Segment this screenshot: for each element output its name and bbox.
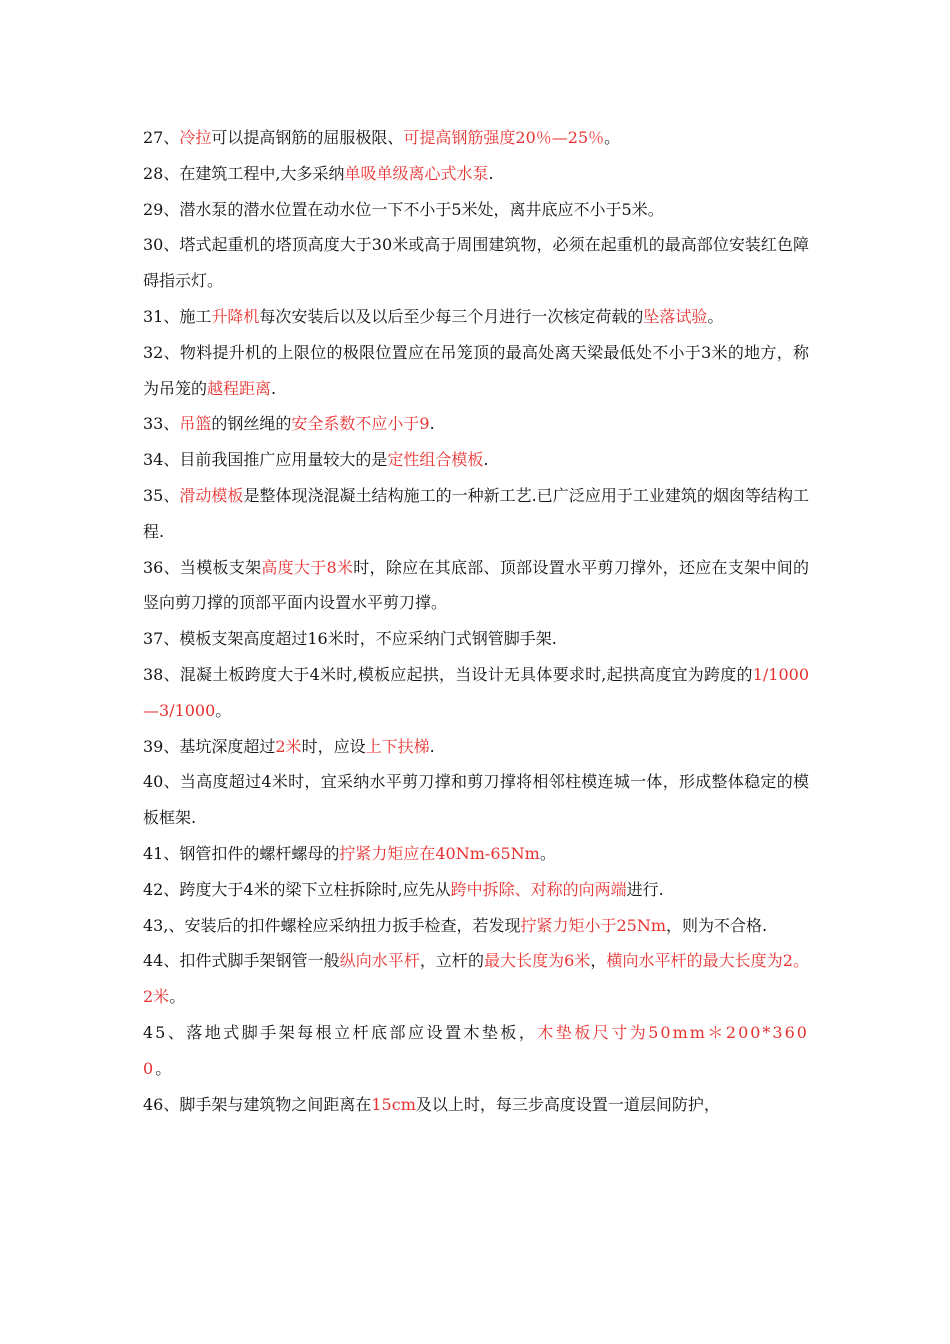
highlighted-text: 拧紧力矩应在40Nm-65Nm	[339, 843, 540, 863]
body-text: 28、在建筑工程中,大多采纳	[143, 163, 345, 183]
body-text: 。	[215, 700, 232, 720]
body-text: 36、当模板支架	[143, 557, 262, 577]
list-item	[143, 335, 809, 407]
body-text: 是整体现浇混凝土结构施工的一种新工艺.已广泛应用于工业建筑的烟囱等结构工程.	[143, 485, 809, 541]
highlighted-text: 上下扶梯	[365, 736, 430, 756]
highlighted-text: 单吸单级离心式水泵	[344, 163, 489, 183]
list-item	[143, 657, 809, 729]
list-item	[143, 478, 809, 550]
body-text: 41、钢管扣件的螺杆螺母的	[143, 843, 340, 863]
list-item	[143, 227, 809, 299]
list-item	[143, 550, 809, 622]
body-text: 。	[604, 128, 621, 147]
body-text: 进行.	[626, 879, 664, 899]
list-item	[143, 156, 809, 192]
highlighted-text: 1/1000—3/1000	[143, 664, 809, 720]
list-item	[143, 120, 809, 156]
body-text: 33、	[143, 414, 180, 434]
list-item	[143, 1015, 809, 1087]
highlighted-text: 安全系数不应小于9	[291, 414, 430, 434]
list-item	[143, 299, 809, 335]
body-text: 29、潜水泵的潜水位置在动水位一下不小于5米处，离井底应不小于5米。	[143, 199, 664, 219]
highlighted-text: 拧紧力矩小于25Nm	[520, 915, 666, 935]
body-text: 可以提高钢筋的屈服极限、	[211, 128, 404, 147]
highlighted-text: 可提高钢筋强度20％—25％	[403, 128, 605, 147]
highlighted-text: 15cm	[371, 1094, 416, 1114]
list-item	[143, 406, 809, 442]
highlighted-text: 定性组合模板	[387, 450, 484, 470]
body-text: 。	[155, 1058, 174, 1078]
body-text: 39、基坑深度超过	[143, 736, 276, 756]
body-text: .	[483, 450, 489, 470]
highlighted-text: 木垫板尺寸为50mm＊200*3600	[143, 1022, 809, 1078]
body-text: .	[488, 163, 494, 183]
body-text: 。	[707, 306, 724, 326]
highlighted-text: 2米	[275, 736, 302, 756]
list-item	[143, 621, 809, 657]
body-text: 27、	[143, 128, 180, 147]
list-item	[143, 943, 809, 1015]
body-text: .	[271, 378, 277, 398]
body-text: 46、脚手架与建筑物之间距离在	[143, 1094, 372, 1114]
list-item	[143, 192, 809, 228]
list-item	[143, 729, 809, 765]
body-text: 37、模板支架高度超过16米时，不应采纳门式钢管脚手架.	[143, 629, 557, 649]
body-text: 40、当高度超过4米时，宜采纳水平剪刀撑和剪刀撑将相邻柱模连城一体，形成整体稳定的模板框架.	[143, 772, 809, 828]
body-text: ，则为不合格.	[666, 915, 768, 935]
highlighted-text: 高度大于8米	[261, 557, 354, 577]
highlighted-text: 纵向水平杆	[339, 951, 420, 971]
body-text: 43,、安装后的扣件螺栓应采纳扭力扳手检查，若发现	[143, 915, 521, 935]
body-text: 。	[539, 843, 556, 863]
body-text: 42、跨度大于4米的梁下立柱拆除时,应先从	[143, 879, 451, 899]
highlighted-text: 吊篮	[179, 414, 212, 434]
list-item	[143, 1087, 809, 1123]
body-text: 。	[169, 987, 186, 1007]
body-text: 34、目前我国推广应用量较大的是	[143, 450, 388, 470]
body-text: 时，应设	[301, 736, 366, 756]
body-text: ，	[590, 951, 607, 971]
body-text: .	[429, 414, 435, 434]
list-item	[143, 764, 809, 836]
list-item	[143, 836, 809, 872]
body-text: 31、施工	[143, 306, 212, 326]
highlighted-text: 冷拉	[179, 128, 212, 147]
body-text: .	[429, 736, 435, 756]
body-text: ，立杆的	[419, 951, 484, 971]
highlighted-text: 滑动模板	[179, 485, 244, 505]
body-text: 38、混凝土板跨度大于4米时,模板应起拱，当设计无具体要求时,起拱高度宜为跨度的	[143, 664, 753, 684]
list-item	[143, 908, 809, 944]
highlighted-text: 跨中拆除、对称的向两端	[450, 879, 627, 899]
body-text: 35、	[143, 485, 180, 505]
body-text: 时，除应在其底部、顶部设置水平剪刀撑外，还应在支架中间的竖向剪刀撑的顶部平面内设置水平剪刀撑。	[143, 557, 809, 613]
body-text: 32、物料提升机的上限位的极限位置应在吊笼顶的最高处离天梁最低处不小于3米的地方，称为吊笼的	[143, 342, 809, 398]
highlighted-text: 坠落试验	[643, 306, 708, 326]
highlighted-text: 越程距离	[207, 378, 272, 398]
body-text: 及以上时，每三步高度设置一道层间防护，	[415, 1094, 720, 1114]
highlighted-text: 升降机	[211, 306, 260, 326]
body-text: 44、扣件式脚手架钢管一般	[143, 951, 340, 971]
body-text: 的钢丝绳的	[211, 414, 292, 434]
list-item	[143, 872, 809, 908]
body-text: 每次安装后以及以后至少每三个月进行一次核定荷载的	[259, 306, 644, 326]
body-text: 30、塔式起重机的塔顶高度大于30米或高于周围建筑物，必须在起重机的最高部位安装红色障碍指示灯。	[143, 235, 809, 291]
document-body	[143, 120, 809, 1122]
highlighted-text: 横向水平杆的最大长度为2。2米	[143, 951, 809, 1007]
highlighted-text: 最大长度为6米	[484, 951, 591, 971]
body-text: 45、落地式脚手架每根立杆底部应设置木垫板，	[143, 1022, 538, 1042]
list-item	[143, 442, 809, 478]
